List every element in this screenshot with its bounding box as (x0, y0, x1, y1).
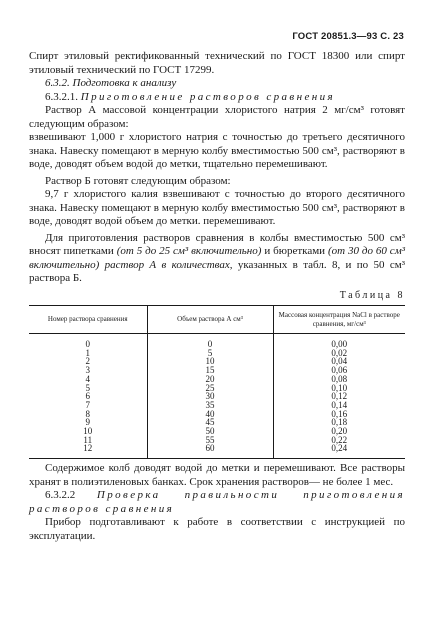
cell-solution-number: 2 (85, 356, 90, 367)
table-row (29, 444, 405, 458)
cell-concentration: 0,16 (273, 410, 405, 419)
section-heading-6-3-2-1 (29, 91, 405, 105)
column-header-concentration: Массовая концентрация NaCl в растворе сравнения, мг/см³ (273, 306, 405, 334)
cell-solution-number: 11 (83, 434, 93, 445)
section-number: 6.3.2.2 (45, 489, 76, 502)
section-heading-6-3-2: 6.3.2. Подготовка к анализу (45, 77, 177, 89)
cell-volume: 35 (147, 401, 273, 410)
cell-concentration: 0,24 (273, 444, 405, 458)
cell-concentration: 0,10 (273, 384, 405, 393)
paragraph-storage: Содержимое колб доводят водой до метки и перемешивают. Все растворы хранят в полиэтиленовых банках. Срок хранения растворов— не более 1 мес. (29, 462, 405, 488)
paragraph-solution-b: Раствор Б готовят следующим образом: (45, 174, 231, 187)
prep-text: указанных в табл. 8, и по 50 см³ раствора Б. (29, 258, 406, 284)
column-header-number: Номер раствора сравнения (29, 306, 147, 334)
cell-concentration: 0,12 (273, 392, 405, 401)
cell-volume: 40 (147, 410, 273, 419)
cell-concentration: 0,00 (273, 334, 405, 349)
table-caption: Таблица 8 (339, 289, 405, 301)
prep-range-burettes: (от 30 до 60 см³ включительно) раствор А в количествах, (29, 245, 406, 271)
document-body (29, 50, 405, 543)
cell-concentration: 0,20 (273, 427, 405, 436)
page-header: ГОСТ 20851.3—93 С. 23 (292, 31, 404, 42)
table-header-row (29, 306, 405, 334)
cell-volume: 25 (147, 384, 273, 393)
cell-solution-number: 9 (85, 417, 90, 428)
cell-concentration: 0,14 (273, 401, 405, 410)
cell-concentration: 0,22 (273, 436, 405, 445)
cell-solution-number: 12 (29, 444, 147, 458)
cell-concentration: 0,02 (273, 349, 405, 358)
cell-volume: 60 (147, 444, 273, 458)
section-number: 6.3.2.1. (45, 90, 78, 103)
cell-volume: 45 (147, 418, 273, 427)
cell-volume: 0 (147, 334, 273, 349)
cell-solution-number: 7 (85, 399, 90, 410)
prep-range-pipettes: (от 5 до 25 см³ включительно) (116, 245, 262, 257)
paragraph-solution-a-procedure: взвешивают 1,000 г хлористого натрия с точностью до третьего десятичного знака. Навеску помещают в мерную колбу вместимостью 500 см³, растворяют в воде, доводят объем водой до метки, тщательно перемешивают. (29, 131, 405, 170)
cell-concentration: 0,18 (273, 418, 405, 427)
paragraph-preparation (29, 232, 405, 286)
cell-solution-number: 4 (85, 373, 90, 384)
section-heading-6-3-2-2 (29, 489, 405, 516)
cell-volume: 50 (147, 427, 273, 436)
table-body (29, 334, 405, 459)
cell-solution-number: 1 (85, 347, 90, 358)
cell-solution-number: 5 (85, 382, 90, 393)
cell-volume: 30 (147, 392, 273, 401)
cell-solution-number: 6 (85, 391, 90, 402)
cell-volume: 55 (147, 436, 273, 445)
section-title: Приготовление растворов сравнения (80, 90, 335, 103)
cell-concentration: 0,08 (273, 375, 405, 384)
paragraph-instrument: Прибор подготавливают к работе в соответствии с инструкцией по эксплуатации. (29, 516, 405, 542)
prep-text: и бюретками (264, 245, 326, 257)
cell-volume: 15 (147, 366, 273, 375)
prep-text: Для приготовления растворов сравнения в колбы вместимостью 500 см³ вносят пипетками (29, 231, 405, 257)
column-header-volume: Объем раствора А см³ (147, 306, 273, 334)
paragraph-ethanol: Спирт этиловый ректификованный технический по ГОСТ 18300 или спирт этиловый технический по ГОСТ 17299. (29, 50, 405, 76)
cell-volume: 5 (147, 349, 273, 358)
reference-solutions-table (29, 305, 405, 459)
cell-volume: 20 (147, 375, 273, 384)
cell-volume: 10 (147, 357, 273, 366)
cell-solution-number: 3 (85, 365, 90, 376)
cell-concentration: 0,04 (273, 357, 405, 366)
cell-solution-number: 10 (83, 426, 93, 437)
paragraph-solution-b-procedure: 9,7 г хлористого калия взвешивают с точностью до второго десятичного знака. Навеску помещают в мерную колбу вместимостью 500 см³, растворяют в воде, доводят водой объем до метки. перемешивают. (29, 188, 405, 227)
cell-solution-number: 8 (85, 408, 90, 419)
cell-solution-number: 0 (85, 339, 90, 349)
cell-concentration: 0,06 (273, 366, 405, 375)
section-title: Проверка правильности приготовления растворов сравнения (29, 489, 405, 515)
paragraph-solution-a: Раствор А массовой концентрации хлористого натрия 2 мг/см³ готовят следующим образом: (29, 104, 405, 130)
table-row (29, 334, 405, 349)
